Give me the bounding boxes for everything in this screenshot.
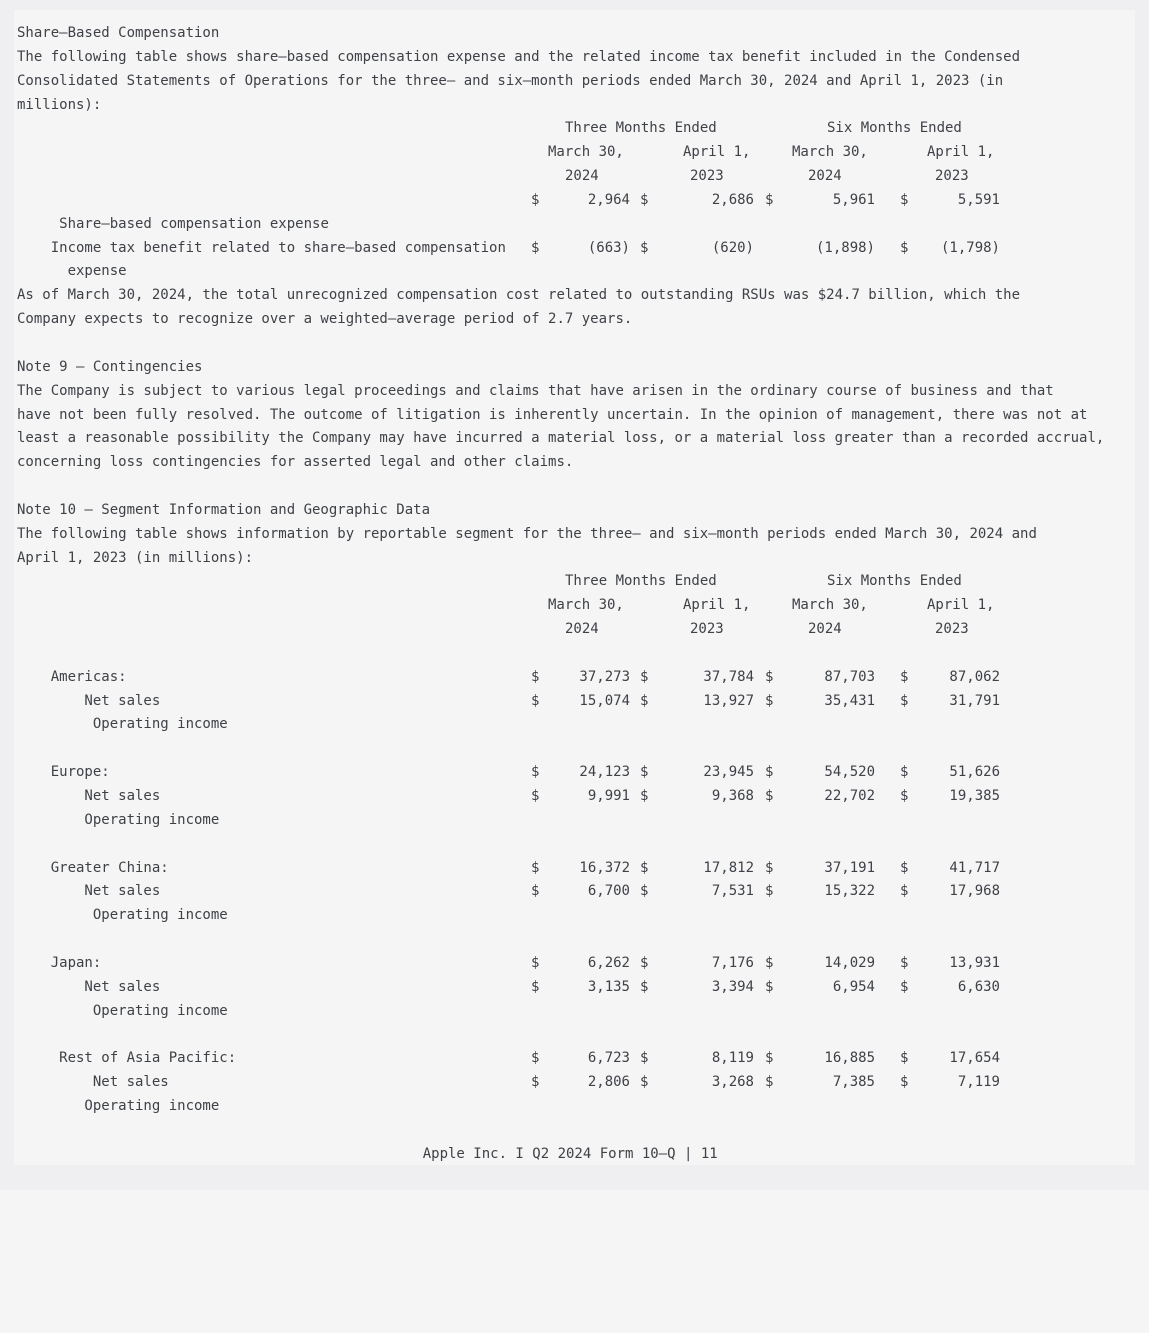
dollar-sign: $ [900, 239, 909, 256]
dollar-sign: $ [900, 668, 909, 685]
cell-value: 17,654 [949, 1050, 1000, 1067]
dollar-sign: $ [900, 883, 909, 900]
page-margin-right [1135, 0, 1149, 1190]
section-heading-note-9: Note 9 – Contingencies [17, 358, 203, 375]
dollar-sign: $ [640, 883, 649, 900]
dollar-sign: $ [640, 859, 649, 876]
dollar-sign: $ [640, 1074, 649, 1091]
page-footer: Apple Inc. I Q2 2024 Form 10–Q | 11 [422, 1145, 718, 1162]
cell-value: 2,806 [587, 1074, 630, 1091]
table-row [17, 880, 1149, 924]
dollar-sign: $ [900, 764, 909, 781]
dollar-sign: $ [531, 978, 540, 995]
column-header-date: April 1, [927, 144, 995, 161]
dollar-sign: $ [900, 954, 909, 971]
row-label: Operating income [50, 811, 220, 828]
page-margin-top [0, 0, 1149, 10]
paragraph-line: millions): [17, 96, 102, 113]
cell-value: 87,062 [949, 668, 1000, 685]
dollar-sign: $ [765, 954, 774, 971]
dollar-sign: $ [765, 1074, 774, 1091]
table-row [17, 690, 1149, 733]
table-header-dates [17, 141, 1149, 165]
column-header-date: March 30, [792, 144, 868, 161]
cell-value: (663) [587, 239, 630, 256]
dollar-sign: $ [531, 692, 540, 709]
cell-value: 15,322 [824, 883, 875, 900]
table-row [17, 189, 1149, 232]
dollar-sign: $ [531, 788, 540, 804]
dollar-sign: $ [640, 954, 649, 971]
cell-value: 13,931 [949, 954, 1000, 971]
cell-value: 16,885 [824, 1050, 875, 1067]
cell-value: 37,191 [824, 859, 875, 876]
row-label: Operating income [50, 716, 228, 733]
dollar-sign: $ [531, 1074, 540, 1091]
column-header-year: 2024 [565, 168, 599, 185]
table-row [17, 237, 1149, 280]
dollar-sign: $ [765, 191, 774, 208]
cell-value: 35,431 [824, 692, 875, 709]
dollar-sign: $ [900, 1050, 909, 1067]
table-header-years [17, 165, 1149, 189]
section-heading-share-based-compensation: Share–Based Compensation [17, 25, 220, 41]
dollar-sign: $ [900, 788, 909, 804]
dollar-sign: $ [531, 1050, 540, 1067]
table-row [17, 785, 1149, 828]
paragraph-line: concerning loss contingencies for asserted legal and other claims. [17, 454, 574, 471]
paragraph-line: The following table shows information by reportable segment for the three– and six–month periods ended March 30, 2024 and [17, 525, 1037, 542]
row-label: Americas: [50, 668, 127, 685]
cell-value: 7,119 [957, 1074, 1000, 1091]
paragraph-line: least a reasonable possibility the Company may have incurred a material loss, or a material loss greater than a recorded accrual, [17, 430, 1105, 447]
column-header-year: 2024 [808, 621, 842, 638]
dollar-sign: $ [900, 978, 909, 995]
dollar-sign: $ [640, 191, 649, 208]
cell-value: 17,812 [703, 859, 754, 876]
table-header-periods [17, 117, 1149, 141]
dollar-sign: $ [640, 1050, 649, 1067]
cell-value: 7,385 [832, 1074, 875, 1091]
row-label: Net sales [50, 978, 161, 995]
cell-value: 9,991 [587, 788, 630, 804]
paragraph-line: April 1, 2023 (in millions): [17, 549, 254, 566]
row-label: expense [50, 263, 127, 280]
cell-value: 16,372 [579, 859, 630, 876]
cell-value: 31,791 [949, 692, 1000, 709]
cell-value: 23,945 [703, 764, 754, 781]
dollar-sign: $ [900, 1074, 909, 1091]
column-header-date: March 30, [792, 597, 868, 614]
table-row [17, 976, 1149, 1019]
cell-value: 9,368 [711, 788, 754, 804]
dollar-sign: $ [531, 883, 540, 900]
dollar-sign: $ [531, 859, 540, 876]
cell-value: 37,784 [703, 668, 754, 685]
spacer [17, 475, 1149, 499]
cell-value: 22,702 [824, 788, 875, 804]
cell-value: 3,394 [711, 978, 754, 995]
column-header-year: 2023 [935, 168, 969, 185]
table-header-periods [17, 570, 1149, 594]
row-label: Japan: [50, 954, 102, 971]
dollar-sign: $ [531, 764, 540, 781]
cell-value: 24,123 [579, 764, 630, 781]
dollar-sign: $ [640, 239, 649, 256]
cell-value: 6,723 [587, 1050, 630, 1067]
paragraph-line: As of March 30, 2024, the total unrecognized compensation cost related to outstanding RSUs was $24.7 billion, which the [17, 287, 1021, 304]
table-row [17, 1071, 1149, 1114]
dollar-sign: $ [531, 191, 540, 208]
dollar-sign: $ [765, 692, 774, 709]
spacer [17, 260, 1149, 284]
row-label: Net sales [50, 1074, 169, 1091]
row-label: Operating income [50, 1002, 228, 1019]
dollar-sign: $ [765, 764, 774, 781]
dollar-sign: $ [765, 883, 774, 900]
column-header-year: 2024 [565, 621, 599, 638]
cell-value: 5,961 [832, 191, 875, 208]
column-header-date: March 30, [548, 597, 624, 614]
page-margin-bottom [0, 1165, 1149, 1190]
column-header-date: April 1, [683, 144, 751, 161]
dollar-sign: $ [765, 1050, 774, 1067]
row-label: Europe: [50, 764, 110, 781]
cell-value: 7,531 [711, 883, 754, 900]
dollar-sign: $ [531, 668, 540, 685]
paragraph-line: Consolidated Statements of Operations for the three– and six–month periods ended March 30, 2024 and April 1, 2023 (in [17, 72, 1004, 89]
cell-value: 8,119 [711, 1050, 754, 1067]
dollar-sign: $ [900, 191, 909, 208]
cell-value: 2,686 [711, 191, 754, 208]
column-header-period: Three Months Ended [565, 120, 717, 137]
dollar-sign: $ [531, 954, 540, 971]
dollar-sign: $ [765, 668, 774, 685]
column-header-date: April 1, [927, 597, 995, 614]
cell-value: 6,954 [832, 978, 875, 995]
cell-value: 37,273 [579, 668, 630, 685]
column-header-year: 2024 [808, 168, 842, 185]
dollar-sign: $ [900, 859, 909, 876]
column-header-date: March 30, [548, 144, 624, 161]
dollar-sign: $ [765, 788, 774, 804]
cell-value: 3,135 [587, 978, 630, 995]
cell-value: 15,074 [579, 692, 630, 709]
cell-value: 6,262 [587, 954, 630, 971]
cell-value: 3,268 [711, 1074, 754, 1091]
row-label: Net sales [50, 692, 161, 709]
paragraph-line: have not been fully resolved. The outcome of litigation is inherently uncertain. In the opinion of management, there was not at [17, 406, 1088, 423]
row-label: Income tax benefit related to share–based compensation [50, 239, 506, 256]
column-header-year: 2023 [935, 621, 969, 638]
cell-value: 17,968 [949, 883, 1000, 900]
paragraph-line: Company expects to recognize over a weighted–average period of 2.7 years. [17, 311, 633, 328]
dollar-sign: $ [900, 692, 909, 709]
column-header-period: Six Months Ended [827, 120, 962, 137]
cell-value: (620) [711, 239, 754, 256]
row-label: Net sales [50, 788, 161, 804]
column-header-year: 2023 [690, 168, 724, 185]
paragraph-line: The Company is subject to various legal proceedings and claims that have arisen in the ordinary course of business and that [17, 382, 1054, 399]
row-label: Greater China: [50, 859, 169, 876]
dollar-sign: $ [765, 978, 774, 995]
column-header-date: April 1, [683, 597, 751, 614]
cell-value: (1,798) [940, 239, 1000, 256]
section-heading-note-10: Note 10 – Segment Information and Geographic Data [17, 501, 431, 518]
table-header-dates [17, 594, 1149, 618]
dollar-sign: $ [531, 239, 540, 256]
cell-value: 51,626 [949, 764, 1000, 781]
page-margin-left [0, 0, 14, 1190]
cell-value: 54,520 [824, 764, 875, 781]
dollar-sign: $ [765, 859, 774, 876]
cell-value: 87,703 [824, 668, 875, 685]
spacer [17, 332, 1149, 356]
cell-value: 6,630 [957, 978, 1000, 995]
row-label: Net sales [50, 883, 161, 900]
paragraph-line: The following table shows share–based compensation expense and the related income tax benefit included in the Condensed [17, 48, 1021, 65]
cell-value: 6,700 [587, 883, 630, 900]
dollar-sign: $ [640, 764, 649, 781]
dollar-sign: $ [640, 788, 649, 804]
dollar-sign: $ [640, 692, 649, 709]
row-label: Rest of Asia Pacific: [50, 1050, 237, 1067]
cell-value: 5,591 [957, 191, 1000, 208]
table-header-years [17, 618, 1149, 642]
cell-value: 7,176 [711, 954, 754, 971]
cell-value: 14,029 [824, 954, 875, 971]
dollar-sign: $ [640, 668, 649, 685]
column-header-period: Six Months Ended [827, 573, 962, 590]
column-header-period: Three Months Ended [565, 573, 717, 590]
cell-value: (1,898) [815, 239, 875, 256]
dollar-sign: $ [640, 978, 649, 995]
column-header-year: 2023 [690, 621, 724, 638]
cell-value: 41,717 [949, 859, 1000, 876]
row-label: Share–based compensation expense [50, 215, 329, 232]
cell-value: 13,927 [703, 692, 754, 709]
row-label: Operating income [50, 907, 228, 924]
row-label: Operating income [50, 1097, 220, 1114]
cell-value: 19,385 [949, 788, 1000, 804]
cell-value: 2,964 [587, 191, 630, 208]
